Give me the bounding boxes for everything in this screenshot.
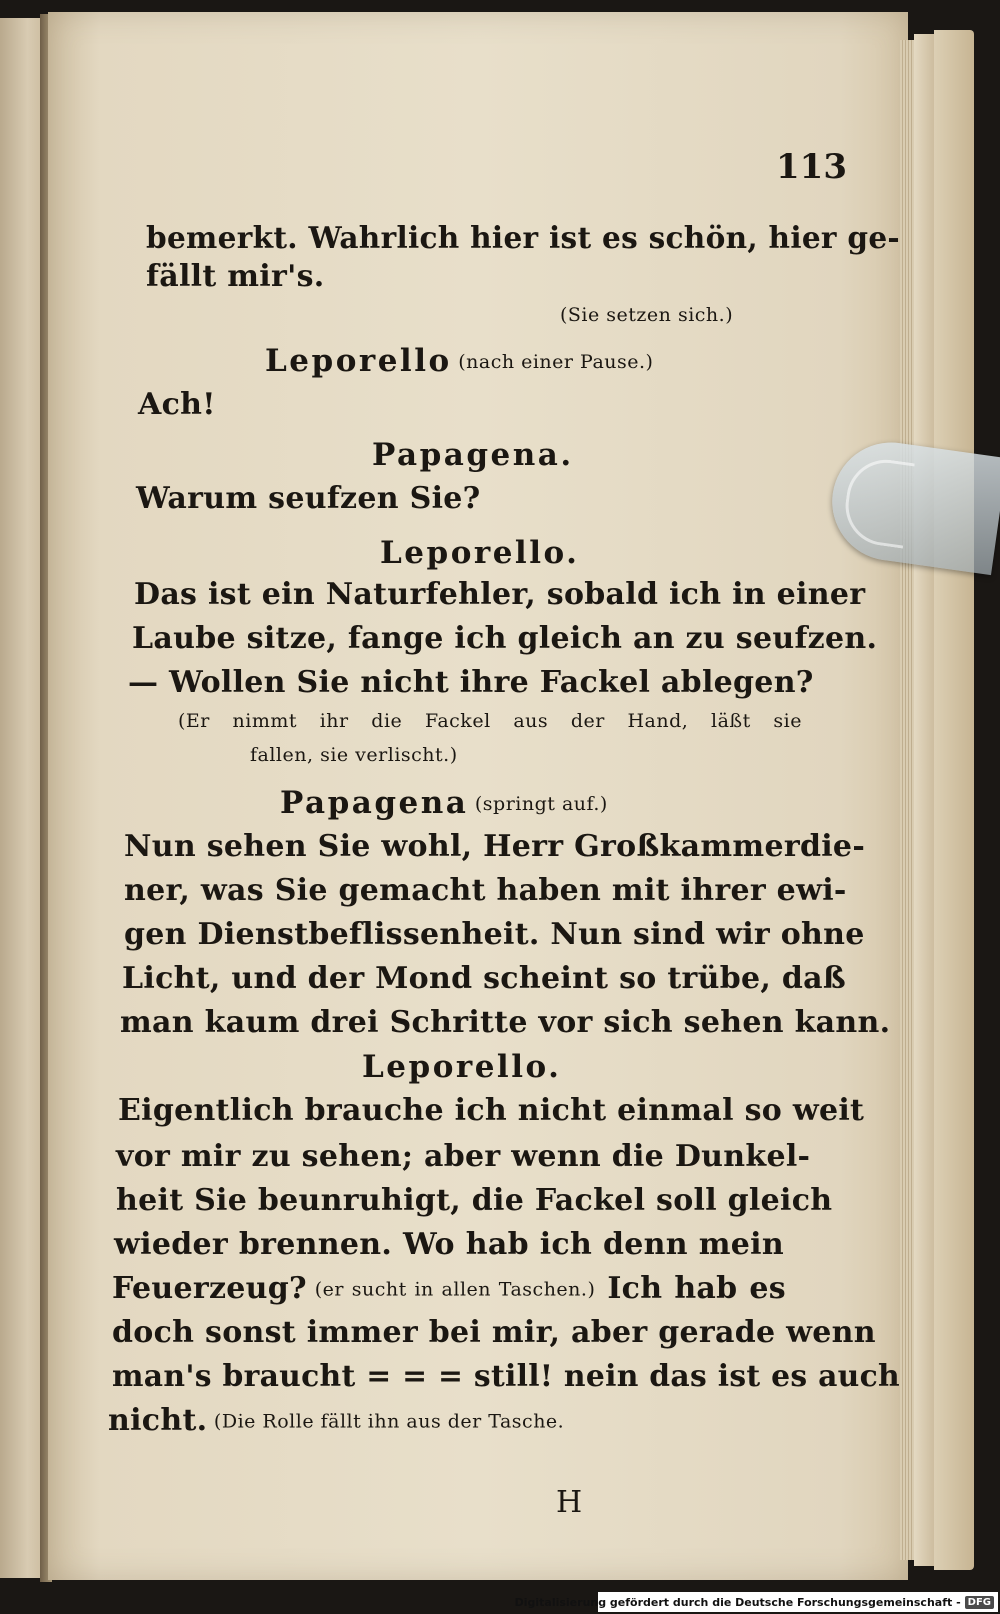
line-text: Papagena.: [372, 437, 574, 473]
line-text: Laube sitze, fange ich gleich an zu seufzen.: [132, 621, 878, 656]
text-line: [138, 387, 216, 422]
text-line: [118, 1093, 865, 1128]
speaker-line: [265, 343, 654, 379]
inline-stage-direction: (er sucht in allen Taschen.): [306, 1278, 596, 1301]
text-line: [112, 1315, 876, 1350]
text-line: [112, 1271, 786, 1306]
page-stack-edge: [900, 40, 914, 1560]
text-line: [134, 577, 866, 612]
stage-direction: [178, 712, 802, 731]
text-line: [124, 917, 865, 952]
line-text: nicht.: [108, 1403, 208, 1438]
line-text: Leporello.: [380, 535, 580, 571]
text-line: [120, 1005, 891, 1040]
text-line: [108, 1403, 565, 1438]
text-line: [132, 621, 878, 656]
page-number: 113: [776, 147, 847, 187]
line-text: Eigentlich brauche ich nicht einmal so weit: [118, 1093, 865, 1128]
inline-stage-direction: (springt auf.): [468, 793, 608, 815]
line-text: Papagena: [280, 785, 469, 821]
line-text: gen Dienstbeflissenheit. Nun sind wir ohne: [124, 917, 865, 952]
text-line: [116, 1183, 833, 1218]
page-stack-edge: [914, 34, 934, 1566]
text-line: [124, 829, 866, 864]
text-line: [112, 1359, 900, 1394]
inline-stage-direction: (nach einer Pause.): [451, 351, 654, 373]
line-text: Licht, und der Mond scheint so trübe, daß: [122, 961, 846, 996]
footer-text: Digitalisierung gefördert durch die Deutsche Forschungsgemeinschaft -: [514, 1595, 961, 1609]
text-line: [116, 1139, 811, 1174]
digitization-footer: [514, 1592, 998, 1612]
line-text: vor mir zu sehen; aber wenn die Dunkel-: [116, 1139, 811, 1174]
speaker-line: [372, 437, 574, 473]
line-text: wieder brennen. Wo hab ich denn mein: [114, 1227, 784, 1262]
line-text: fällt mir's.: [146, 259, 325, 294]
line-text: Leporello: [265, 343, 452, 379]
line-text: Warum seufzen Sie?: [136, 481, 481, 516]
line-text: heit Sie beunruhigt, die Fackel soll gleich: [116, 1183, 833, 1218]
text-line: [128, 665, 814, 700]
text-line: [114, 1227, 784, 1262]
line-text-continued: Ich hab es: [595, 1271, 786, 1306]
speaker-line: [280, 785, 608, 821]
line-text: Ach!: [138, 387, 216, 422]
text-line: [146, 259, 325, 294]
signature-mark: H: [556, 1485, 583, 1520]
line-text: doch sonst immer bei mir, aber gerade wenn: [112, 1315, 876, 1350]
line-text: (Sie setzen sich.): [560, 304, 734, 326]
text-line: [136, 481, 481, 516]
stage-direction: [560, 306, 733, 325]
inline-stage-direction: (Die Rolle fällt ihn aus der Tasche.: [207, 1410, 565, 1433]
line-text: ner, was Sie gemacht haben mit ihrer ewi-: [124, 873, 847, 908]
speaker-line: [380, 535, 580, 571]
line-text: Leporello.: [362, 1049, 562, 1085]
page-stack-edge: [934, 30, 974, 1570]
line-text: (Er nimmt ihr die Fackel aus der Hand, läßt sie: [178, 710, 802, 732]
text-line: [146, 221, 900, 256]
dfg-logo: DFG: [965, 1596, 994, 1609]
speaker-line: [362, 1049, 562, 1085]
text-line: [122, 961, 846, 996]
stage-direction: [250, 746, 458, 765]
line-text: Feuerzeug?: [112, 1271, 307, 1306]
line-text: Nun sehen Sie wohl, Herr Großkammerdie-: [124, 829, 866, 864]
line-text: — Wollen Sie nicht ihre Fackel ablegen?: [128, 665, 814, 700]
line-text: Das ist ein Naturfehler, sobald ich in einer: [134, 577, 866, 612]
text-line: [124, 873, 847, 908]
line-text: bemerkt. Wahrlich hier ist es schön, hier ge-: [146, 221, 900, 256]
line-text: man kaum drei Schritte vor sich sehen kann.: [120, 1005, 891, 1040]
line-text: fallen, sie verlischt.): [250, 744, 458, 766]
line-text: man's braucht = = = still! nein das ist es auch: [112, 1359, 900, 1394]
